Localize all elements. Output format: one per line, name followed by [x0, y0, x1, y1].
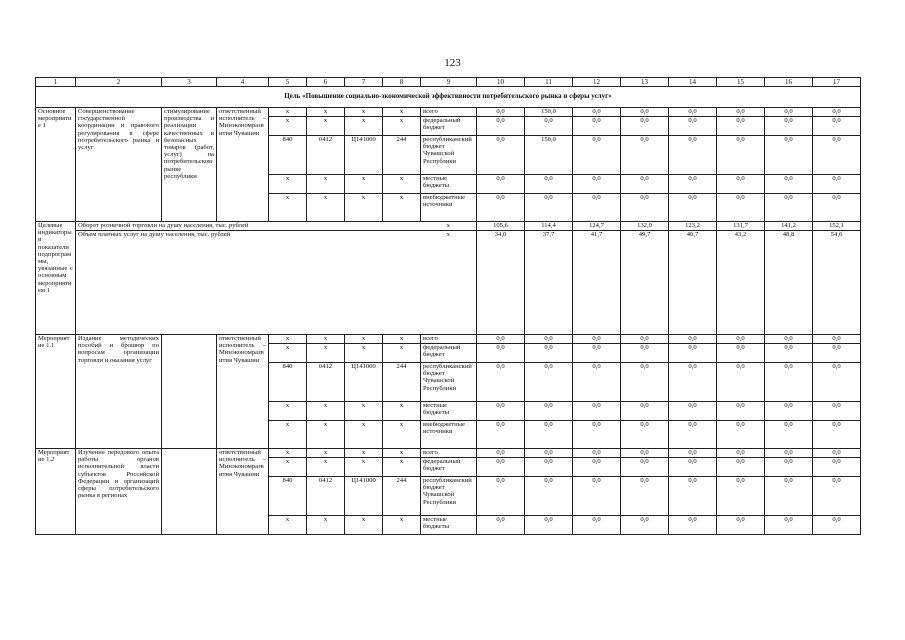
indicator-value: 123,2: [669, 222, 717, 231]
value-cell: 0,0: [573, 402, 621, 421]
header-cell: 10: [477, 78, 525, 87]
header-cell: 1: [36, 78, 76, 87]
value-cell: 0,0: [669, 194, 717, 222]
value-cell: 0,0: [765, 363, 813, 402]
funding-source: федеральный бюджет: [421, 344, 477, 363]
code-cell: x: [269, 194, 307, 222]
value-cell: 0,0: [669, 335, 717, 344]
code-cell: x: [269, 117, 307, 136]
value-cell: 0,0: [573, 458, 621, 477]
code-cell: 840: [269, 477, 307, 516]
code-cell: Ц141000: [345, 136, 383, 175]
code-cell: x: [345, 421, 383, 449]
value-cell: 0,0: [717, 458, 765, 477]
code-cell: 0412: [307, 136, 345, 175]
code-cell: x: [269, 108, 307, 117]
activity-executor: ответственный исполнитель – Минэкономразвития Чувашии: [217, 335, 269, 449]
activity-goal: [162, 335, 217, 449]
goal-title: Цель «Повышение социально-экономической эффективности потребительского рынка и сферы услуг»: [36, 87, 861, 108]
indicator-value: 54,6: [813, 231, 861, 335]
value-cell: 0,0: [525, 363, 573, 402]
code-cell: Ц141000: [345, 477, 383, 516]
value-cell: 0,0: [813, 421, 861, 449]
value-cell: 0,0: [813, 194, 861, 222]
value-cell: 0,0: [813, 136, 861, 175]
value-cell: 0,0: [765, 136, 813, 175]
code-cell: x: [345, 194, 383, 222]
value-cell: 0,0: [621, 335, 669, 344]
code-cell: x: [383, 175, 421, 194]
value-cell: 0,0: [477, 175, 525, 194]
value-cell: 0,0: [765, 421, 813, 449]
table-row: [36, 335, 861, 344]
indicator-label: Оборот розничной торговли на душу населения, тыс. рублей: [76, 222, 421, 231]
header-cell: 14: [669, 78, 717, 87]
funding-source: внебюджетные источники: [421, 421, 477, 449]
header-cell: 11: [525, 78, 573, 87]
value-cell: 0,0: [717, 117, 765, 136]
code-cell: x: [269, 344, 307, 363]
funding-source: республиканский бюджет Чувашской Республики: [421, 477, 477, 516]
value-cell: 0,0: [525, 458, 573, 477]
table-row: [36, 449, 861, 458]
value-cell: 0,0: [525, 344, 573, 363]
value-cell: 0,0: [621, 136, 669, 175]
value-cell: 0,0: [669, 449, 717, 458]
activity-name: Совершенствование государственной координации и правового регулирования в сфере потребительского рынка и услуг: [76, 108, 162, 222]
indicator-x: x: [421, 222, 477, 231]
code-cell: x: [383, 194, 421, 222]
value-cell: 0,0: [813, 108, 861, 117]
value-cell: 0,0: [573, 363, 621, 402]
value-cell: 0,0: [525, 335, 573, 344]
value-cell: 0,0: [573, 108, 621, 117]
value-cell: 0,0: [717, 421, 765, 449]
value-cell: 0,0: [765, 335, 813, 344]
code-cell: x: [307, 175, 345, 194]
value-cell: 0,0: [525, 516, 573, 535]
indicator-label: Объем платных услуг на душу населения, тыс. рублей: [76, 231, 421, 335]
value-cell: 0,0: [813, 117, 861, 136]
value-cell: 0,0: [669, 516, 717, 535]
code-cell: x: [383, 421, 421, 449]
header-cell: 7: [345, 78, 383, 87]
code-cell: x: [307, 421, 345, 449]
value-cell: 0,0: [765, 108, 813, 117]
code-cell: 244: [383, 363, 421, 402]
funding-source: внебюджетные источники: [421, 194, 477, 222]
code-cell: x: [307, 458, 345, 477]
value-cell: 0,0: [717, 363, 765, 402]
indicator-value: 40,7: [669, 231, 717, 335]
value-cell: 0,0: [477, 402, 525, 421]
value-cell: 0,0: [765, 194, 813, 222]
value-cell: 0,0: [621, 449, 669, 458]
funding-source: местные бюджеты: [421, 402, 477, 421]
table-row: [36, 108, 861, 117]
value-cell: 0,0: [573, 516, 621, 535]
code-cell: x: [307, 117, 345, 136]
code-cell: x: [345, 402, 383, 421]
indicator-x: x: [421, 231, 477, 335]
value-cell: 0,0: [621, 363, 669, 402]
value-cell: 0,0: [813, 516, 861, 535]
code-cell: x: [383, 449, 421, 458]
value-cell: 0,0: [765, 516, 813, 535]
value-cell: 0,0: [477, 458, 525, 477]
value-cell: 0,0: [765, 402, 813, 421]
value-cell: 0,0: [669, 477, 717, 516]
header-cell: 3: [162, 78, 217, 87]
code-cell: x: [307, 194, 345, 222]
value-cell: 0,0: [813, 175, 861, 194]
value-cell: 0,0: [477, 516, 525, 535]
value-cell: 0,0: [477, 421, 525, 449]
code-cell: x: [345, 117, 383, 136]
header-cell: 15: [717, 78, 765, 87]
code-cell: x: [383, 335, 421, 344]
code-cell: x: [307, 108, 345, 117]
value-cell: 0,0: [525, 194, 573, 222]
code-cell: 840: [269, 136, 307, 175]
code-cell: x: [307, 449, 345, 458]
value-cell: 0,0: [765, 449, 813, 458]
code-cell: x: [345, 516, 383, 535]
value-cell: 0,0: [813, 335, 861, 344]
activity-number: Мероприятие 1.1: [36, 335, 76, 449]
indicator-value: 43,2: [717, 231, 765, 335]
code-cell: x: [269, 449, 307, 458]
value-cell: 0,0: [765, 117, 813, 136]
value-cell: 0,0: [525, 421, 573, 449]
value-cell: 0,0: [669, 117, 717, 136]
code-cell: 244: [383, 477, 421, 516]
value-cell: 0,0: [621, 421, 669, 449]
goal-row: [36, 87, 861, 108]
value-cell: 0,0: [525, 477, 573, 516]
indicator-value: 141,2: [765, 222, 813, 231]
value-cell: 0,0: [717, 477, 765, 516]
value-cell: 0,0: [717, 136, 765, 175]
funding-source: всего: [421, 335, 477, 344]
code-cell: x: [383, 117, 421, 136]
value-cell: 0,0: [717, 108, 765, 117]
value-cell: 0,0: [477, 108, 525, 117]
value-cell: 0,0: [477, 449, 525, 458]
value-cell: 0,0: [717, 344, 765, 363]
value-cell: 0,0: [573, 477, 621, 516]
funding-source: республиканский бюджет Чувашской Республики: [421, 136, 477, 175]
activity-name: Издание методических пособий и брошюр по вопросам организации торговли и оказания услуг: [76, 335, 162, 449]
code-cell: 0412: [307, 363, 345, 402]
value-cell: 0,0: [621, 477, 669, 516]
code-cell: x: [345, 108, 383, 117]
funding-source: местные бюджеты: [421, 175, 477, 194]
indicator-value: 48,8: [765, 231, 813, 335]
header-cell: 12: [573, 78, 621, 87]
value-cell: 0,0: [573, 449, 621, 458]
value-cell: 0,0: [669, 344, 717, 363]
activity-goal: стимулирование производства и реализации качественных и безопасных товаров (работ, услуг) на потребительском рынке республики: [162, 108, 217, 222]
value-cell: 0,0: [525, 175, 573, 194]
value-cell: 0,0: [621, 516, 669, 535]
value-cell: 0,0: [477, 344, 525, 363]
code-cell: x: [383, 108, 421, 117]
activity-executor: ответственный исполнитель – Минэкономразвития Чувашии: [217, 108, 269, 222]
code-cell: x: [307, 516, 345, 535]
code-cell: x: [345, 344, 383, 363]
code-cell: x: [307, 402, 345, 421]
funding-source: всего: [421, 449, 477, 458]
value-cell: 0,0: [669, 458, 717, 477]
value-cell: 0,0: [813, 449, 861, 458]
indicator-row: [36, 222, 861, 231]
value-cell: 0,0: [669, 402, 717, 421]
funding-source: федеральный бюджет: [421, 117, 477, 136]
indicators-heading: Целевые индикаторы и показатели подпрограммы, увязанные с основным мероприятием 1: [36, 222, 76, 335]
indicator-value: 41,7: [573, 231, 621, 335]
code-cell: x: [345, 175, 383, 194]
header-cell: 16: [765, 78, 813, 87]
value-cell: 0,0: [669, 108, 717, 117]
value-cell: 0,0: [621, 194, 669, 222]
value-cell: 0,0: [717, 516, 765, 535]
indicator-value: 152,1: [813, 222, 861, 231]
indicator-value: 37,7: [525, 231, 573, 335]
indicator-value: 132,0: [621, 222, 669, 231]
value-cell: 0,0: [477, 194, 525, 222]
code-cell: 244: [383, 136, 421, 175]
code-cell: 0412: [307, 477, 345, 516]
indicator-value: 131,7: [717, 222, 765, 231]
indicator-value: 124,7: [573, 222, 621, 231]
value-cell: 0,0: [765, 175, 813, 194]
code-cell: x: [269, 516, 307, 535]
value-cell: 150,0: [525, 136, 573, 175]
indicator-value: 34,0: [477, 231, 525, 335]
header-cell: 2: [76, 78, 162, 87]
code-cell: x: [269, 421, 307, 449]
activity-name: Изучение передового опыта работы органов исполнительной власти субъектов Российской Федерации и организаций сферы потребительского рынка в регионах: [76, 449, 162, 535]
indicator-value: 105,6: [477, 222, 525, 231]
indicator-row: [36, 231, 861, 335]
value-cell: 0,0: [717, 335, 765, 344]
value-cell: 0,0: [717, 194, 765, 222]
activity-number: Мероприятие 1.2: [36, 449, 76, 535]
value-cell: 0,0: [525, 449, 573, 458]
value-cell: 0,0: [573, 421, 621, 449]
value-cell: 0,0: [477, 363, 525, 402]
value-cell: 0,0: [621, 175, 669, 194]
header-cell: 4: [217, 78, 269, 87]
code-cell: x: [383, 516, 421, 535]
value-cell: 0,0: [669, 136, 717, 175]
funding-source: всего: [421, 108, 477, 117]
code-cell: x: [269, 175, 307, 194]
code-cell: x: [345, 449, 383, 458]
value-cell: 0,0: [573, 335, 621, 344]
value-cell: 150,0: [525, 108, 573, 117]
value-cell: 0,0: [717, 402, 765, 421]
value-cell: 0,0: [621, 117, 669, 136]
value-cell: 0,0: [621, 402, 669, 421]
code-cell: Ц141000: [345, 363, 383, 402]
value-cell: 0,0: [813, 363, 861, 402]
indicator-value: 49,7: [621, 231, 669, 335]
code-cell: x: [269, 458, 307, 477]
funding-source: республиканский бюджет Чувашской Республики: [421, 363, 477, 402]
value-cell: 0,0: [813, 402, 861, 421]
header-row: [36, 78, 861, 87]
code-cell: x: [383, 402, 421, 421]
code-cell: x: [345, 335, 383, 344]
value-cell: 0,0: [477, 136, 525, 175]
value-cell: 0,0: [621, 458, 669, 477]
code-cell: x: [383, 458, 421, 477]
activity-goal: [162, 449, 217, 535]
value-cell: 0,0: [669, 175, 717, 194]
value-cell: 0,0: [765, 477, 813, 516]
value-cell: 0,0: [621, 108, 669, 117]
value-cell: 0,0: [717, 449, 765, 458]
header-cell: 6: [307, 78, 345, 87]
value-cell: 0,0: [669, 421, 717, 449]
code-cell: x: [307, 335, 345, 344]
value-cell: 0,0: [765, 344, 813, 363]
value-cell: 0,0: [813, 458, 861, 477]
value-cell: 0,0: [525, 402, 573, 421]
header-cell: 5: [269, 78, 307, 87]
activity-executor: ответственный исполнитель – Минэкономразвития Чувашии: [217, 449, 269, 535]
page-number: 123: [444, 57, 461, 69]
code-cell: x: [269, 402, 307, 421]
value-cell: 0,0: [669, 363, 717, 402]
value-cell: 0,0: [573, 194, 621, 222]
header-cell: 8: [383, 78, 421, 87]
value-cell: 0,0: [573, 136, 621, 175]
value-cell: 0,0: [477, 117, 525, 136]
funding-source: федеральный бюджет: [421, 458, 477, 477]
value-cell: 0,0: [765, 458, 813, 477]
value-cell: 0,0: [525, 117, 573, 136]
value-cell: 0,0: [813, 344, 861, 363]
code-cell: x: [307, 344, 345, 363]
indicator-value: 114,4: [525, 222, 573, 231]
value-cell: 0,0: [573, 344, 621, 363]
value-cell: 0,0: [813, 477, 861, 516]
header-cell: 9: [421, 78, 477, 87]
code-cell: x: [345, 458, 383, 477]
header-cell: 13: [621, 78, 669, 87]
value-cell: 0,0: [717, 175, 765, 194]
code-cell: 840: [269, 363, 307, 402]
code-cell: x: [383, 344, 421, 363]
value-cell: 0,0: [621, 344, 669, 363]
value-cell: 0,0: [477, 335, 525, 344]
value-cell: 0,0: [573, 175, 621, 194]
code-cell: x: [269, 335, 307, 344]
activity-number: Основное мероприятие 1: [36, 108, 76, 222]
value-cell: 0,0: [573, 117, 621, 136]
program-table: [35, 77, 861, 535]
value-cell: 0,0: [477, 477, 525, 516]
header-cell: 17: [813, 78, 861, 87]
funding-source: местные бюджеты: [421, 516, 477, 535]
